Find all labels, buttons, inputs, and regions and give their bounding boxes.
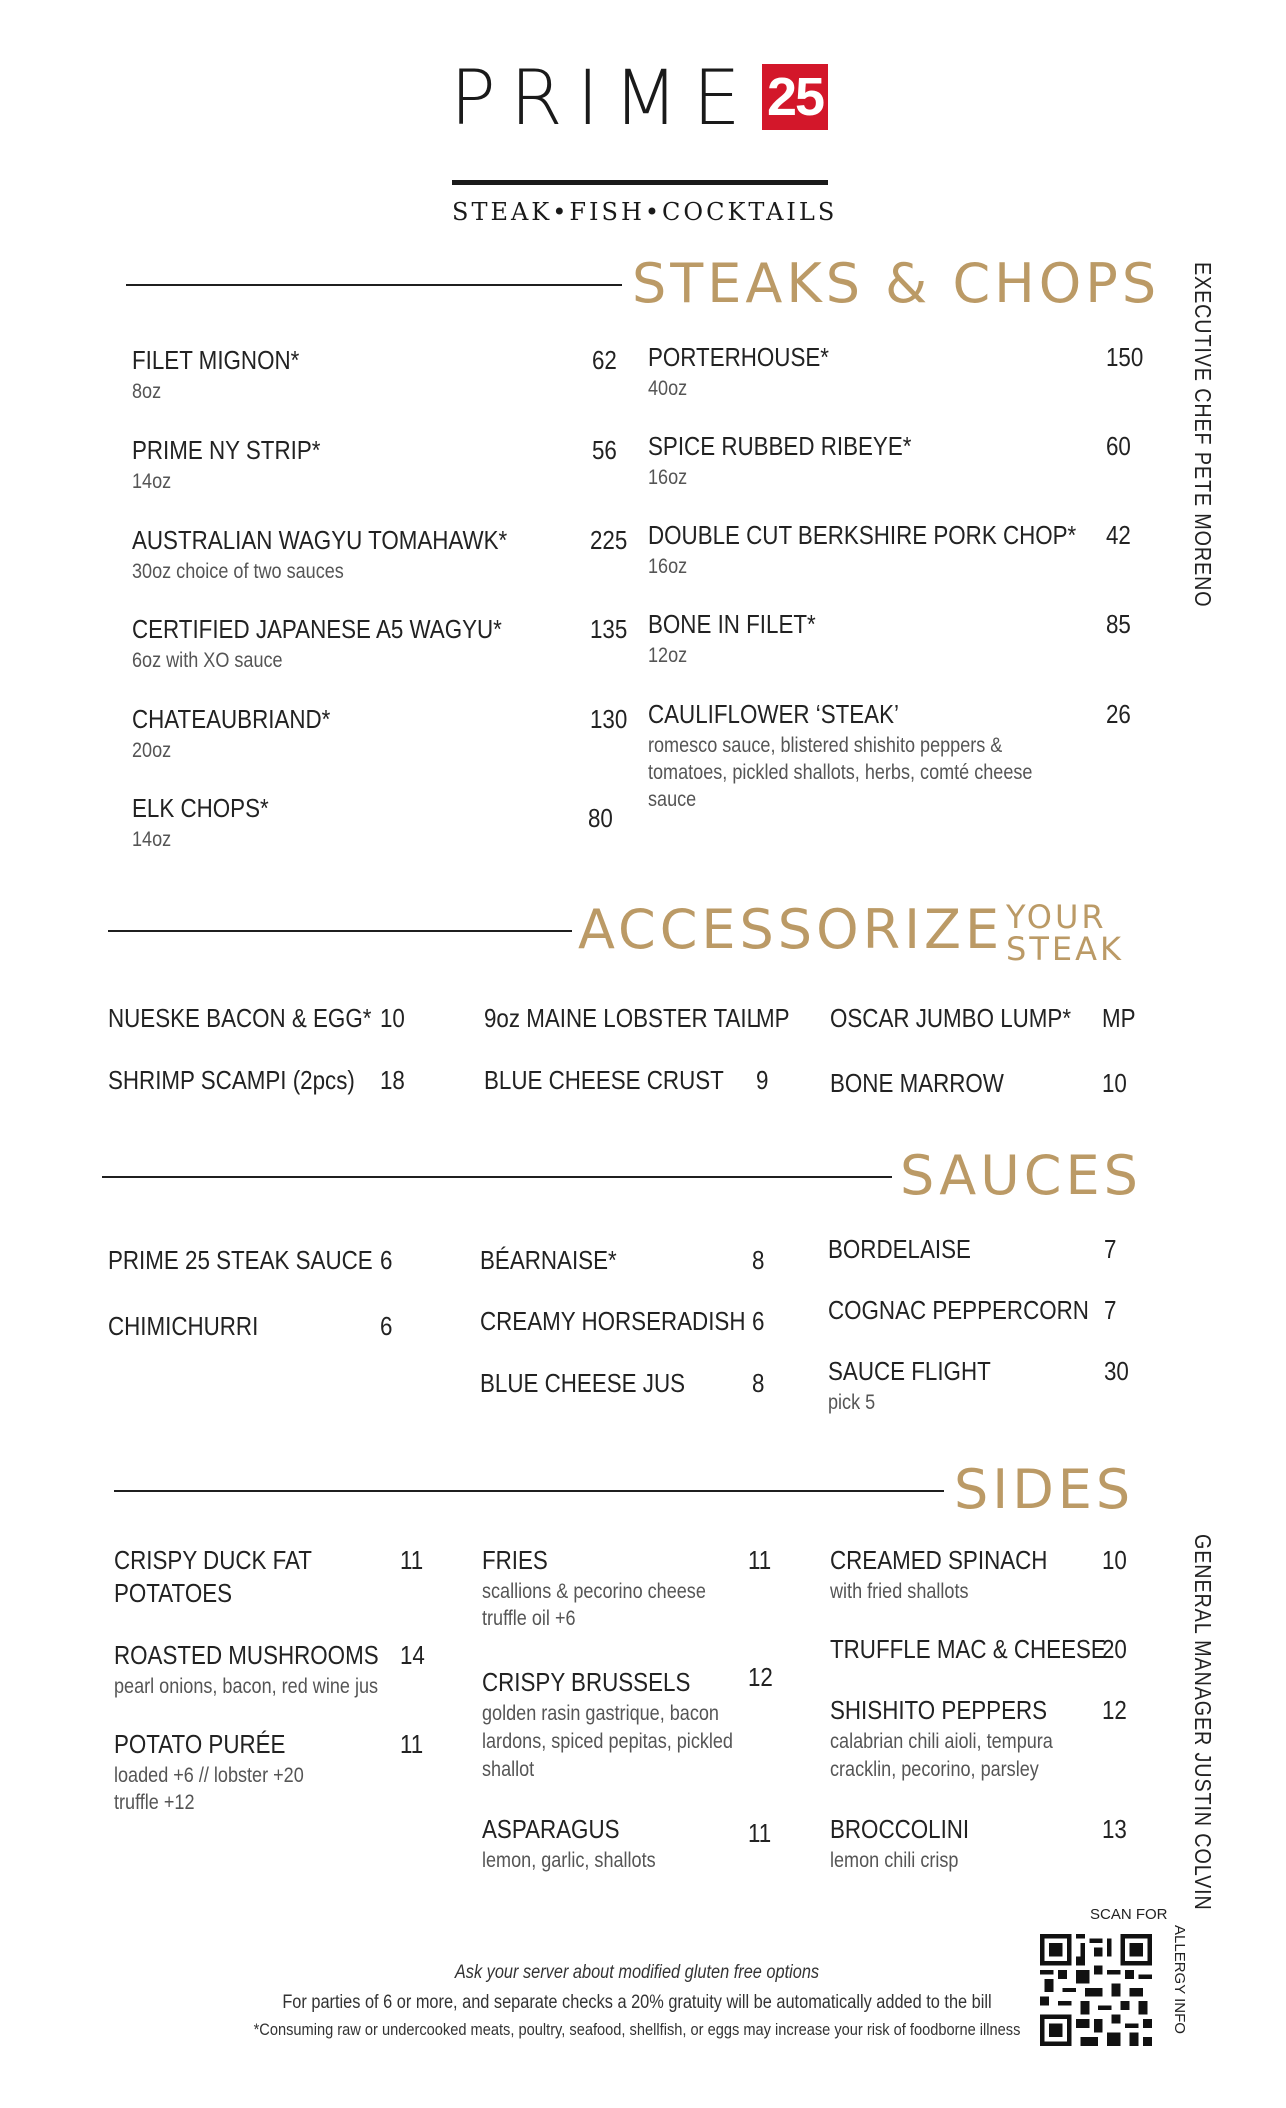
menu-item-price: 85	[1106, 609, 1131, 639]
section-title-sauces: SAUCES	[900, 1144, 1142, 1207]
menu-item-price: 30	[1104, 1356, 1129, 1386]
menu-item-name: ASPARAGUS	[482, 1814, 620, 1844]
menu-item-price: 6	[752, 1306, 765, 1336]
menu-item-desc: shallot	[482, 1758, 535, 1781]
menu-item-desc: lemon chili crisp	[830, 1849, 959, 1872]
menu-item-name: PRIME NY STRIP*	[132, 435, 321, 465]
section-title-steaks: STEAKS & CHOPS	[632, 252, 1161, 315]
menu-item-price: 11	[748, 1818, 772, 1848]
logo-tagline: STEAK•FISH•COCKTAILS	[452, 198, 838, 226]
menu-item-desc: romesco sauce, blistered shishito peppers &	[648, 734, 1003, 757]
logo	[450, 53, 838, 226]
section-title-steak: STEAK	[1006, 930, 1124, 968]
menu-item-price: 9	[756, 1065, 769, 1095]
menu-item-name: CRISPY BRUSSELS	[482, 1667, 691, 1697]
menu-item-name: CHATEAUBRIAND*	[132, 704, 331, 734]
menu-item-desc: 12oz	[648, 644, 688, 667]
menu-item-name: ELK CHOPS*	[132, 793, 269, 823]
menu-item-desc: 16oz	[648, 466, 688, 489]
menu-item-name: SHRIMP SCAMPI (2pcs)	[108, 1065, 355, 1095]
menu-item-price: 7	[1104, 1295, 1117, 1325]
menu-item-price: 18	[380, 1065, 405, 1095]
menu-item-name: CHIMICHURRI	[108, 1311, 259, 1341]
menu-item-price: 62	[592, 345, 617, 375]
menu-item-price: 20	[1102, 1634, 1127, 1664]
menu-item-price: 8	[752, 1368, 765, 1398]
menu-item-name: BROCCOLINI	[830, 1814, 970, 1844]
menu-item-desc: truffle oil +6	[482, 1607, 576, 1630]
menu-item-name: TRUFFLE MAC & CHEESE	[830, 1634, 1106, 1664]
section-rule	[108, 930, 572, 932]
menu-item-name: CREAMY HORSERADISH	[480, 1306, 746, 1336]
general-manager-credit: GENERAL MANAGER JUSTIN COLVIN	[1190, 1534, 1216, 1911]
menu-item-name: BONE MARROW	[830, 1068, 1004, 1098]
menu-item-name: CAULIFLOWER ‘STEAK’	[648, 699, 899, 729]
section-title-your: YOUR	[1006, 898, 1107, 936]
allergy-qr-code-icon[interactable]	[1040, 1934, 1152, 2046]
menu-item-desc: 14oz	[132, 828, 172, 851]
menu-item-price: 12	[1102, 1695, 1127, 1725]
menu-item-name: BLUE CHEESE CRUST	[484, 1065, 724, 1095]
menu-item-name: CERTIFIED JAPANESE A5 WAGYU*	[132, 614, 502, 644]
menu-item-price: 150	[1106, 342, 1144, 372]
menu-item-name: BORDELAISE	[828, 1234, 971, 1264]
menu-item-desc: lardons, spiced pepitas, pickled	[482, 1730, 733, 1753]
menu-item-name: CREAMED SPINACH	[830, 1545, 1048, 1575]
menu-item-price: 13	[1102, 1814, 1127, 1844]
menu-item-desc: scallions & pecorino cheese	[482, 1580, 706, 1603]
menu-item-price: 8	[752, 1245, 765, 1275]
menu-item-name: FRIES	[482, 1545, 548, 1575]
menu-item-price: 130	[590, 704, 628, 734]
menu-item-price: 6	[380, 1245, 393, 1275]
logo-underline	[452, 180, 828, 185]
section-rule	[126, 284, 622, 286]
menu-item-price: 10	[380, 1003, 405, 1033]
menu-item-price: 42	[1106, 520, 1131, 550]
foodborne-warning: *Consuming raw or undercooked meats, poultry, seafood, shellfish, or eggs may increase your risk of foodborne illness	[253, 2020, 1021, 2039]
allergy-info-label: ALLERGY INFO	[1171, 1925, 1188, 2034]
menu-item-desc: sauce	[648, 788, 697, 811]
menu-item-name: POTATOES	[114, 1578, 233, 1608]
menu-item-desc: loaded +6 // lobster +20	[114, 1764, 304, 1787]
menu-item-price: 135	[590, 614, 628, 644]
menu-item-price: MP	[756, 1003, 790, 1033]
menu-item-price: 10	[1102, 1068, 1127, 1098]
gluten-free-note: Ask your server about modified gluten free options	[454, 1962, 820, 1983]
menu-item-name: BÉARNAISE*	[480, 1245, 617, 1275]
menu-item-price: 11	[400, 1729, 424, 1759]
menu-item-price: 10	[1102, 1545, 1127, 1575]
menu-item-price: 26	[1106, 699, 1131, 729]
menu-item-price: 225	[590, 525, 628, 555]
menu-item-price: 14	[400, 1640, 425, 1670]
menu-item-desc: 14oz	[132, 470, 172, 493]
menu-item-price: 11	[400, 1545, 424, 1575]
menu-item-desc: lemon, garlic, shallots	[482, 1849, 656, 1872]
menu-item-price: 7	[1104, 1234, 1117, 1264]
gratuity-note: For parties of 6 or more, and separate checks a 20% gratuity will be automatically added to the bill	[282, 1992, 992, 2013]
menu-item-name: ROASTED MUSHROOMS	[114, 1640, 379, 1670]
executive-chef-credit: EXECUTIVE CHEF PETE MORENO	[1190, 262, 1216, 608]
menu-item-desc: pick 5	[828, 1391, 876, 1414]
menu-item-name: FILET MIGNON*	[132, 345, 300, 375]
menu-item-desc: golden rasin gastrique, bacon	[482, 1702, 719, 1725]
menu-item-desc: 40oz	[648, 377, 688, 400]
section-rule	[102, 1176, 892, 1178]
menu-item-name: SPICE RUBBED RIBEYE*	[648, 431, 912, 461]
menu-item-desc: calabrian chili aioli, tempura	[830, 1730, 1053, 1753]
menu-item-name: PORTERHOUSE*	[648, 342, 829, 372]
menu-item-desc: 30oz choice of two sauces	[132, 560, 344, 583]
menu-item-name: CRISPY DUCK FAT	[114, 1545, 312, 1575]
menu-item-price: 6	[380, 1311, 393, 1341]
menu-item-price: 80	[588, 803, 613, 833]
menu-item-desc: with fried shallots	[830, 1580, 969, 1603]
menu-item-name: 9oz MAINE LOBSTER TAIL	[484, 1003, 760, 1033]
section-title-accessorize: ACCESSORIZE	[578, 898, 1004, 961]
menu-item-desc: truffle +12	[114, 1791, 195, 1814]
menu-item-name: PRIME 25 STEAK SAUCE	[108, 1245, 373, 1275]
menu-item-price: 12	[748, 1662, 773, 1692]
menu-item-name: SAUCE FLIGHT	[828, 1356, 991, 1386]
menu-item-desc: 6oz with XO sauce	[132, 649, 283, 672]
menu-item-name: OSCAR JUMBO LUMP*	[830, 1003, 1072, 1033]
menu-item-desc: cracklin, pecorino, parsley	[830, 1758, 1039, 1781]
menu-item-name: BONE IN FILET*	[648, 609, 816, 639]
menu-item-price: 56	[592, 435, 617, 465]
section-title-sides: SIDES	[954, 1458, 1135, 1521]
scan-for-label: SCAN FOR	[1090, 1906, 1168, 1923]
menu-item-desc: tomatoes, pickled shallots, herbs, comté cheese	[648, 761, 1033, 784]
menu-item-desc: 8oz	[132, 380, 162, 403]
menu-item-name: SHISHITO PEPPERS	[830, 1695, 1048, 1725]
menu-item-name: BLUE CHEESE JUS	[480, 1368, 686, 1398]
section-rule	[114, 1490, 944, 1492]
menu-item-desc: 16oz	[648, 555, 688, 578]
menu-item-desc: pearl onions, bacon, red wine jus	[114, 1675, 379, 1698]
menu-item-name: POTATO PURÉE	[114, 1729, 286, 1759]
menu-item-price: MP	[1102, 1003, 1136, 1033]
menu-item-desc: 20oz	[132, 739, 172, 762]
menu-item-price: 60	[1106, 431, 1131, 461]
logo-number-badge: 25	[762, 64, 828, 130]
menu-item-name: NUESKE BACON & EGG*	[108, 1003, 372, 1033]
logo-wordmark: PRIME	[450, 53, 755, 142]
menu-item-name: AUSTRALIAN WAGYU TOMAHAWK*	[132, 525, 508, 555]
menu-item-name: DOUBLE CUT BERKSHIRE PORK CHOP*	[648, 520, 1077, 550]
menu-item-price: 11	[748, 1545, 772, 1575]
menu-item-name: COGNAC PEPPERCORN	[828, 1295, 1089, 1325]
